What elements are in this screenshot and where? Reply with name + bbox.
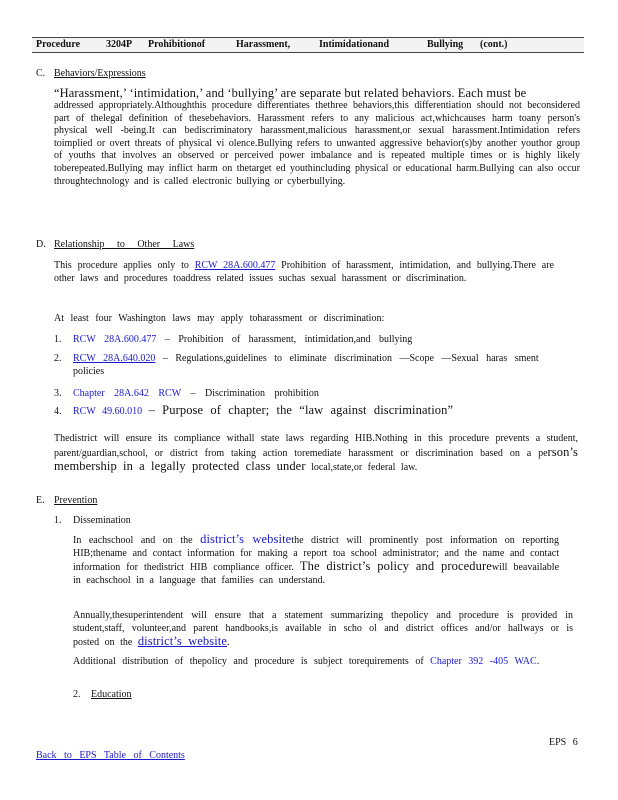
- law-item-2-number: 2.: [54, 353, 62, 364]
- dissemination-para-2: [73, 610, 573, 650]
- header-title-4: Bullying: [427, 39, 464, 50]
- section-e-heading: Prevention: [54, 495, 98, 506]
- dissemination-para-1-end: will beavailable in eachschool in a language that families can understand.: [73, 562, 560, 586]
- section-d-para-2: At least four Washington laws may apply toharassment or discrimination:: [54, 313, 385, 324]
- law-item-3-number: 3.: [54, 388, 62, 399]
- section-c-lead: “Harassment,’ ‘intimidation,’ and ‘bullying’ are separate but related behaviors. Each must be: [54, 86, 527, 100]
- section-c-paragraph: [54, 86, 580, 188]
- section-d-heading: Relationship to Other Laws: [54, 239, 195, 250]
- dissemination-para-1-start: In eachschool and on the: [73, 535, 193, 546]
- subsection-2-marker: 2.: [73, 689, 81, 700]
- header-title-3: Intimidationand: [319, 39, 390, 50]
- dissemination-para-3-end: .: [536, 656, 540, 667]
- dissemination-para-1-middle: the district will prominently post information on reporting HIB;thename and contact information for making a report toa school administrator; and the name and contact information for thedistrict HIB compliance officer.: [73, 535, 559, 574]
- law-item-1-link[interactable]: RCW 28A.600.477: [73, 334, 157, 345]
- header-title-2: Harassment,: [236, 39, 291, 50]
- dissemination-para-2-end: .: [227, 637, 230, 649]
- dissemination-para-3-start: Additional distribution of thepolicy and procedure is subject torequirements of: [73, 656, 424, 667]
- section-e-marker: E.: [36, 495, 45, 506]
- section-d-marker: D.: [36, 239, 46, 250]
- law-item-1: [73, 334, 553, 347]
- law-item-1-text: – Prohibition of harassment, intimidation,and bullying: [164, 334, 413, 345]
- law-item-2: [73, 353, 543, 378]
- dissemination-para-2-start: Annually,thesuperintendent will ensure that a statement summarizing thepolicy and procedure is provided in student,staff, volunteer,and parent handbooks,is available in scho ol and district offices and/or hallways or is posted on the: [73, 610, 573, 649]
- header-procedure: Procedure: [36, 39, 81, 50]
- district-website-link-2[interactable]: district’s website: [137, 634, 227, 649]
- page-number: EPS 6: [549, 737, 578, 748]
- rcw-28a-600-477-link[interactable]: RCW 28A.600.477: [194, 260, 276, 271]
- header-title-1: Prohibitionof: [148, 39, 206, 50]
- law-item-3-text: – Discrimination prohibition: [190, 388, 319, 399]
- section-c-heading: Behaviors/Expressions: [54, 68, 146, 79]
- procedure-header: [32, 37, 584, 53]
- law-item-2-text: – Regulations,guidelines to eliminate discrimination —Scope —Sexual haras sment policies: [73, 353, 539, 377]
- section-d-para-3-end: local,state,or federal law.: [311, 462, 418, 474]
- law-item-3-link[interactable]: Chapter 28A.642 RCW: [73, 388, 181, 399]
- law-item-2-link[interactable]: RCW 28A.640.020: [73, 353, 156, 364]
- header-number: 3204P: [106, 39, 133, 50]
- section-d-para-1-start: This procedure applies only to: [54, 260, 189, 271]
- district-website-link-1[interactable]: district’s website: [200, 532, 292, 546]
- section-d-para-3-emphasis: rson’s membership in a legally protected class under: [54, 444, 578, 474]
- section-d-para-3-start: Thedistrict will ensure its compliance withall state laws regarding HIB.Nothing in this procedure prevents a student, parent/guardian,school, or district from taking action toremediate harassment or discrimination based on a pe: [54, 433, 578, 459]
- back-to-eps-toc-link[interactable]: Back to EPS Table of Contents: [36, 750, 185, 761]
- law-item-4-text: – Purpose of chapter; the “law against discrimination”: [148, 403, 454, 417]
- law-item-4-link[interactable]: RCW 49.60.010: [73, 406, 143, 417]
- section-d-para-3: [54, 433, 578, 475]
- subsection-1-heading: Dissemination: [73, 515, 131, 526]
- law-item-1-number: 1.: [54, 334, 62, 345]
- dissemination-para-1-emphasis: The district’s policy and procedure: [299, 559, 492, 574]
- law-item-3: [73, 388, 553, 401]
- law-item-4-number: 4.: [54, 406, 62, 417]
- dissemination-para-1: [73, 533, 559, 587]
- header-cont: (cont.): [480, 39, 508, 50]
- section-d-para-1-end: Prohibition of harassment, intimidation, and bullying.There are other laws and procedures toaddress related issues suchas sexual harassment or discrimination.: [54, 260, 554, 284]
- chapter-392-405-wac-link[interactable]: Chapter 392 -405 WAC: [430, 656, 537, 667]
- section-d-para-1: [54, 260, 554, 285]
- subsection-1-marker: 1.: [54, 515, 62, 526]
- subsection-2-heading: Education: [91, 689, 132, 700]
- law-item-4: [73, 404, 563, 419]
- dissemination-para-3: [73, 656, 559, 669]
- section-c-marker: C.: [36, 68, 46, 79]
- section-c-body: addressed appropriately.Althoughthis procedure differentiates thethree behaviors,this differentiation should not beconsidered part of thelegal definition of thesebehaviors. Harassment refers to any malicious act,whichcauses harm toany person's physical well -being.It can bediscriminatory harassment,malicious harassment,or sexual harassment.Intimidation refers toimplied or overt threats of physical vi olence.Bullying refers to unwanted aggressive behavior(s)by another youthor group of youths that involves an observed or perceived power imbalance and is repeated multiple times or is highly likely toberepeated.Bullying may inflict harm on thetarget ed youthincluding physical or educational harm.Bullying can also occur throughtechnology and is called electronic bullying or cyberbullying.: [54, 100, 581, 187]
